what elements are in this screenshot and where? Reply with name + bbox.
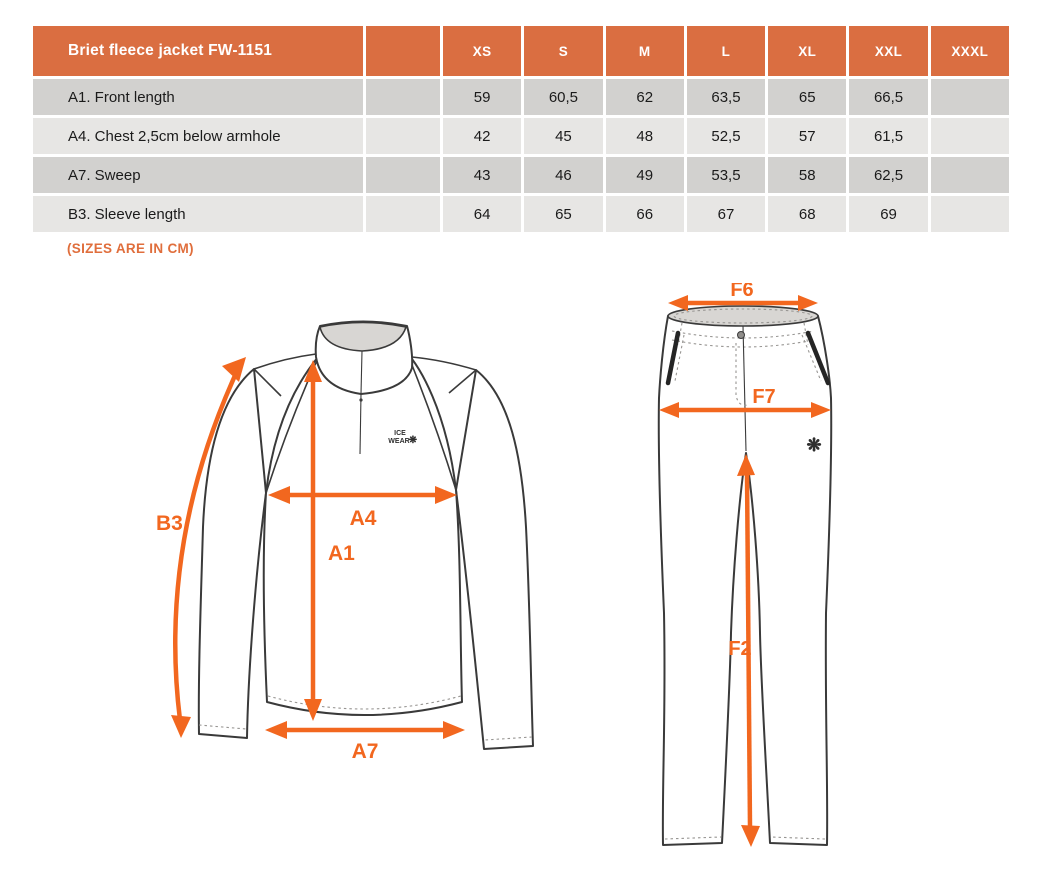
size-column-header: S	[524, 26, 602, 76]
size-column-header: XXXL	[931, 26, 1009, 76]
size-value-cell: 49	[606, 157, 684, 193]
size-value-cell: 64	[443, 196, 521, 232]
measurement-label-f7: F7	[752, 386, 776, 408]
measurement-label-a1: A1	[328, 542, 355, 565]
measurement-label-f6: F6	[730, 283, 754, 301]
row-label-cell: A4. Chest 2,5cm below armhole	[33, 118, 363, 154]
size-value-cell: 63,5	[687, 79, 765, 115]
row-label-cell: A1. Front length	[33, 79, 363, 115]
blank-header-cell	[366, 26, 440, 76]
jacket-diagram	[150, 297, 570, 777]
logo-line1: ICE	[394, 430, 406, 437]
blank-cell	[366, 79, 440, 115]
size-value-cell: 65	[524, 196, 602, 232]
size-value-cell: 45	[524, 118, 602, 154]
sizes-note: (SIZES ARE IN CM)	[67, 241, 194, 256]
size-value-cell: 60,5	[524, 79, 602, 115]
size-column-header: XXL	[849, 26, 927, 76]
pants-diagram	[630, 283, 860, 878]
size-value-cell: 52,5	[687, 118, 765, 154]
measurement-arrow-a7	[265, 721, 465, 763]
blank-cell	[366, 118, 440, 154]
table-title: Briet fleece jacket FW-1151	[33, 26, 363, 76]
logo-line2: WEAR	[388, 438, 410, 445]
size-value-cell	[931, 157, 1009, 193]
size-value-cell: 59	[443, 79, 521, 115]
size-value-cell: 65	[768, 79, 846, 115]
measurement-row	[33, 79, 1009, 115]
size-value-cell: 62,5	[849, 157, 927, 193]
size-value-cell	[931, 118, 1009, 154]
measurement-row	[33, 118, 1009, 154]
size-value-cell: 66	[606, 196, 684, 232]
size-value-cell: 67	[687, 196, 765, 232]
measurement-label-b3: B3	[156, 512, 183, 535]
blank-cell	[366, 196, 440, 232]
measurement-row	[33, 196, 1009, 232]
size-value-cell: 58	[768, 157, 846, 193]
size-value-cell: 57	[768, 118, 846, 154]
size-column-header: XS	[443, 26, 521, 76]
row-label-cell: A7. Sweep	[33, 157, 363, 193]
size-column-header: XL	[768, 26, 846, 76]
pants-outline	[659, 306, 831, 845]
size-value-cell: 61,5	[849, 118, 927, 154]
size-value-cell: 48	[606, 118, 684, 154]
measurement-label-a7: A7	[351, 740, 379, 763]
size-chart-table	[30, 23, 1012, 235]
size-value-cell: 53,5	[687, 157, 765, 193]
size-column-header: L	[687, 26, 765, 76]
snowflake-icon: ❋	[806, 435, 822, 455]
size-value-cell: 46	[524, 157, 602, 193]
size-value-cell: 62	[606, 79, 684, 115]
measurement-label-f2: F2	[728, 638, 752, 660]
row-label-cell: B3. Sleeve length	[33, 196, 363, 232]
measurement-row	[33, 157, 1009, 193]
size-value-cell: 69	[849, 196, 927, 232]
size-value-cell	[931, 79, 1009, 115]
measurement-label-a4: A4	[349, 507, 377, 530]
size-value-cell: 66,5	[849, 79, 927, 115]
blank-cell	[366, 157, 440, 193]
size-value-cell: 42	[443, 118, 521, 154]
table-header-row	[33, 26, 1009, 76]
size-value-cell: 43	[443, 157, 521, 193]
snowflake-icon: ❋	[408, 435, 418, 446]
size-value-cell: 68	[768, 196, 846, 232]
size-column-header: M	[606, 26, 684, 76]
size-value-cell	[931, 196, 1009, 232]
jacket-outline	[199, 322, 533, 750]
